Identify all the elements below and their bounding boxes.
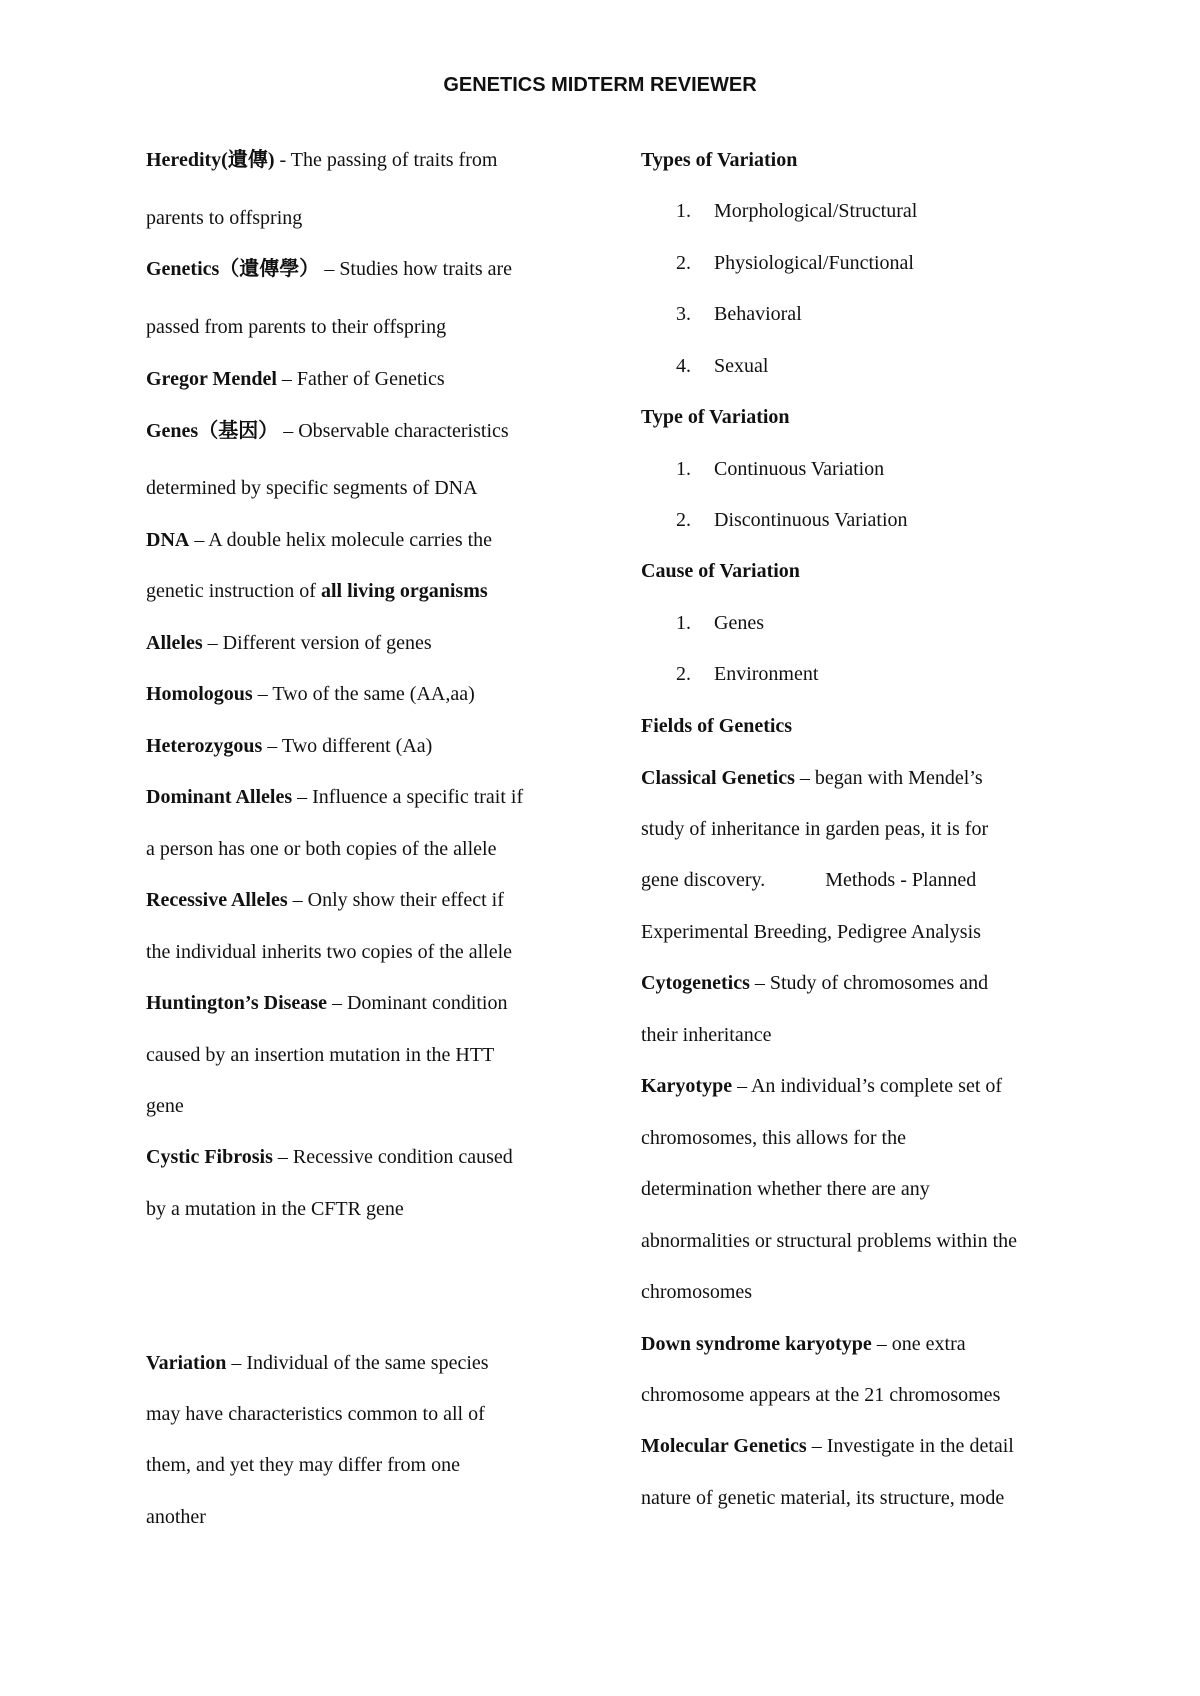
definition-text: – Father of Genetics bbox=[276, 368, 445, 390]
definition-alleles bbox=[146, 630, 432, 656]
definition-text: – Studies how traits are bbox=[319, 258, 513, 280]
list-number: 1. bbox=[676, 612, 691, 634]
term-label: DNA bbox=[146, 529, 190, 551]
term-label: Recessive Alleles bbox=[146, 889, 288, 911]
definition-cystic-fibrosis bbox=[146, 1144, 513, 1170]
definition-continuation: Experimental Breeding, Pedigree Analysis bbox=[641, 921, 981, 943]
definition-homologous bbox=[146, 681, 475, 707]
list-number: 1. bbox=[676, 458, 691, 480]
term-label: Genetics（遺傳學） bbox=[146, 258, 320, 280]
definition-dominant-alleles bbox=[146, 784, 523, 810]
definition-continuation: passed from parents to their offspring bbox=[146, 316, 447, 338]
list-item: Discontinuous Variation bbox=[714, 509, 908, 531]
term-label: Cystic Fibrosis bbox=[146, 1146, 273, 1168]
term-label: Molecular Genetics bbox=[641, 1435, 807, 1457]
definition-text: – Influence a specific trait if bbox=[292, 786, 524, 808]
definition-continuation: another bbox=[146, 1506, 206, 1528]
term-label: Dominant Alleles bbox=[146, 786, 293, 808]
list-number: 1. bbox=[676, 200, 691, 222]
definition-gregor-mendel bbox=[146, 366, 445, 392]
definition-continuation: the individual inherits two copies of the allele bbox=[146, 941, 513, 963]
definition-genetics bbox=[146, 256, 512, 282]
definition-text: – Dominant condition bbox=[326, 992, 508, 1014]
definition-continuation: them, and yet they may differ from one bbox=[146, 1454, 460, 1476]
term-label: Gregor Mendel bbox=[146, 368, 277, 390]
definition-text: – Recessive condition caused bbox=[272, 1146, 513, 1168]
list-item: Sexual bbox=[714, 355, 769, 377]
definition-continuation: may have characteristics common to all of bbox=[146, 1403, 485, 1425]
emphasis-text: all living organisms bbox=[320, 580, 488, 602]
definition-text: – A double helix molecule carries the bbox=[189, 529, 493, 551]
section-heading-cause-of-variation: Cause of Variation bbox=[641, 560, 800, 582]
term-label: Cytogenetics bbox=[641, 972, 750, 994]
definition-continuation: by a mutation in the CFTR gene bbox=[146, 1198, 404, 1220]
definition-continuation: chromosome appears at the 21 chromosomes bbox=[641, 1384, 1001, 1406]
definition-text: genetic instruction of bbox=[146, 580, 321, 602]
section-heading-type-of-variation: Type of Variation bbox=[641, 406, 790, 428]
definition-text: – Individual of the same species bbox=[226, 1352, 489, 1374]
definition-continuation: nature of genetic material, its structure, mode bbox=[641, 1487, 1005, 1509]
term-label: Homologous bbox=[146, 683, 253, 705]
section-heading-fields-of-genetics: Fields of Genetics bbox=[641, 715, 793, 737]
term-label: Heterozygous bbox=[146, 735, 263, 757]
definition-continuation: gene discovery. Methods - Planned bbox=[641, 869, 977, 891]
list-item: Genes bbox=[714, 612, 764, 634]
definition-continuation: their inheritance bbox=[641, 1024, 772, 1046]
section-heading-types-of-variation: Types of Variation bbox=[641, 149, 798, 171]
list-item: Morphological/Structural bbox=[714, 200, 918, 222]
definition-recessive-alleles bbox=[146, 887, 504, 913]
term-label: Huntington’s Disease bbox=[146, 992, 327, 1014]
definition-heterozygous bbox=[146, 733, 432, 759]
list-number: 2. bbox=[676, 509, 691, 531]
term-label: Genes（基因） bbox=[146, 420, 279, 442]
definition-variation bbox=[146, 1350, 489, 1376]
definition-huntingtons-disease bbox=[146, 990, 508, 1016]
definition-text: – An individual’s complete set of bbox=[732, 1075, 1003, 1097]
definition-karyotype bbox=[641, 1073, 1002, 1099]
list-item: Behavioral bbox=[714, 303, 802, 325]
definition-text: – Two of the same (AA,aa) bbox=[252, 683, 475, 705]
definition-continuation: a person has one or both copies of the allele bbox=[146, 838, 497, 860]
definition-continuation bbox=[146, 578, 488, 604]
definition-text: – Investigate in the detail bbox=[806, 1435, 1014, 1457]
term-label: Down syndrome karyotype bbox=[641, 1333, 872, 1355]
definition-dna bbox=[146, 527, 492, 553]
list-number: 4. bbox=[676, 355, 691, 377]
definition-text: – Only show their effect if bbox=[287, 889, 504, 911]
definition-cytogenetics bbox=[641, 970, 988, 996]
term-label: Heredity(遺傳) bbox=[146, 149, 275, 171]
definition-continuation: study of inheritance in garden peas, it is for bbox=[641, 818, 989, 840]
definition-genes bbox=[146, 418, 509, 444]
definition-text: – Observable characteristics bbox=[278, 420, 509, 442]
definition-text: – Two different (Aa) bbox=[262, 735, 433, 757]
definition-continuation: determined by specific segments of DNA bbox=[146, 477, 478, 499]
definition-continuation: chromosomes bbox=[641, 1281, 753, 1303]
list-number: 2. bbox=[676, 663, 691, 685]
definition-text: - The passing of traits from bbox=[274, 149, 498, 171]
definition-text: – one extra bbox=[871, 1333, 966, 1355]
definition-continuation: caused by an insertion mutation in the HTT bbox=[146, 1044, 495, 1066]
list-item: Physiological/Functional bbox=[714, 252, 914, 274]
definition-continuation: determination whether there are any bbox=[641, 1178, 930, 1200]
list-number: 2. bbox=[676, 252, 691, 274]
definition-continuation: chromosomes, this allows for the bbox=[641, 1127, 906, 1149]
term-label: Alleles bbox=[146, 632, 203, 654]
definition-text: – Study of chromosomes and bbox=[749, 972, 989, 994]
definition-down-syndrome-karyotype bbox=[641, 1331, 966, 1357]
definition-classical-genetics bbox=[641, 765, 983, 791]
definition-text: – Different version of genes bbox=[202, 632, 432, 654]
definition-molecular-genetics bbox=[641, 1433, 1014, 1459]
term-label: Karyotype bbox=[641, 1075, 733, 1097]
definition-continuation: abnormalities or structural problems within the bbox=[641, 1230, 1018, 1252]
term-label: Classical Genetics bbox=[641, 767, 795, 789]
list-number: 3. bbox=[676, 303, 691, 325]
term-label: Variation bbox=[146, 1352, 227, 1374]
definition-continuation: gene bbox=[146, 1095, 184, 1117]
definition-continuation: parents to offspring bbox=[146, 207, 303, 229]
definition-heredity bbox=[146, 147, 497, 173]
list-item: Continuous Variation bbox=[714, 458, 885, 480]
page-title: GENETICS MIDTERM REVIEWER bbox=[443, 74, 757, 96]
list-item: Environment bbox=[714, 663, 819, 685]
definition-text: – began with Mendel’s bbox=[794, 767, 983, 789]
